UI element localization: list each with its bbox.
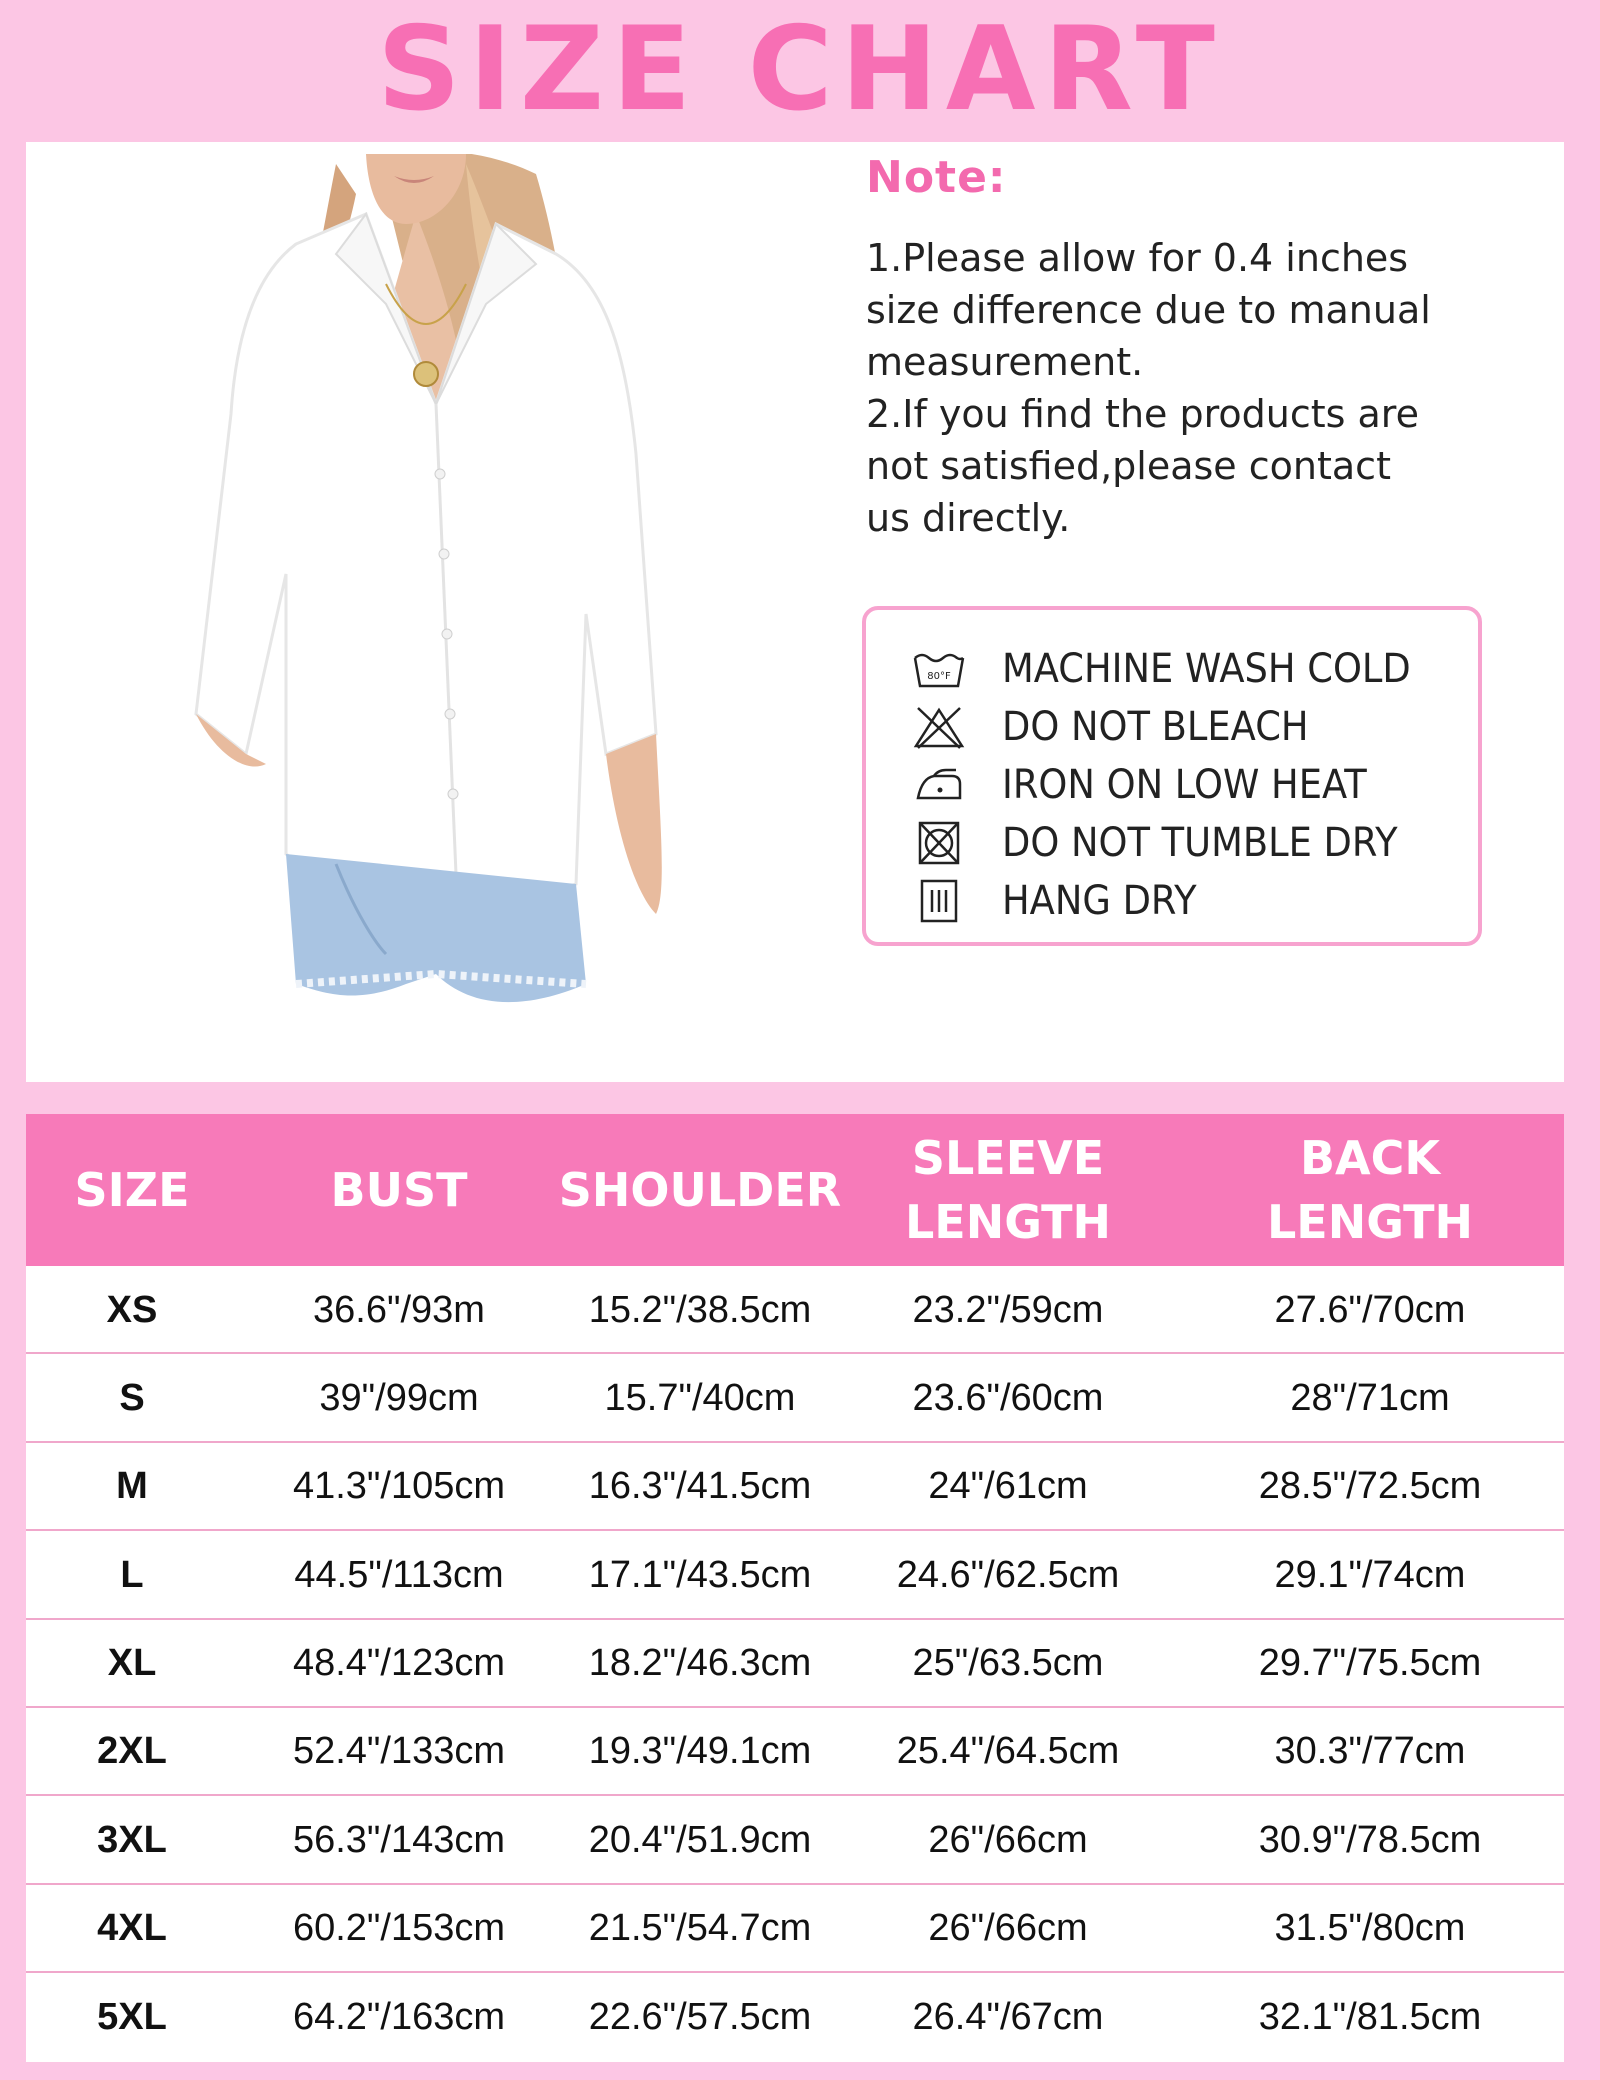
note-line: 2.If you find the products are xyxy=(866,392,1419,436)
cell-shoulder: 15.2"/38.5cm xyxy=(588,1288,812,1331)
column-header-back-length: BACK LENGTH xyxy=(1266,1131,1474,1249)
cell-sleeve-length: 26.4"/67cm xyxy=(912,1995,1104,2038)
cell-size: XL xyxy=(107,1642,157,1685)
table-row xyxy=(26,1443,1564,1531)
table-row xyxy=(26,1531,1564,1619)
cell-back-length: 31.5"/80cm xyxy=(1274,1907,1466,1950)
care-item-wash xyxy=(912,640,1446,698)
cell-shoulder: 22.6"/57.5cm xyxy=(588,1995,812,2038)
cell-sleeve-length: 24"/61cm xyxy=(928,1465,1088,1508)
cell-bust: 39"/99cm xyxy=(319,1376,479,1419)
cell-back-length: 30.3"/77cm xyxy=(1274,1730,1466,1773)
iron-low-icon xyxy=(912,762,966,808)
cell-bust: 60.2"/153cm xyxy=(292,1907,506,1950)
table-row xyxy=(26,1973,1564,2061)
cell-shoulder: 16.3"/41.5cm xyxy=(588,1465,812,1508)
cell-size: 5XL xyxy=(97,1995,167,2038)
cell-sleeve-length: 25.4"/64.5cm xyxy=(896,1730,1120,1773)
cell-shoulder: 18.2"/46.3cm xyxy=(588,1642,812,1685)
cell-shoulder: 21.5"/54.7cm xyxy=(588,1907,812,1950)
table-body xyxy=(26,1266,1564,2062)
cell-bust: 64.2"/163cm xyxy=(292,1995,506,2038)
no-tumble-dry-icon xyxy=(912,820,966,866)
table-row xyxy=(26,1354,1564,1442)
cell-sleeve-length: 23.2"/59cm xyxy=(912,1288,1104,1331)
wash-tub-icon xyxy=(912,646,966,692)
cell-bust: 56.3"/143cm xyxy=(292,1818,506,1861)
no-bleach-icon xyxy=(912,704,966,750)
column-header-shoulder: SHOULDER xyxy=(558,1163,842,1217)
note-line: not satisfied,please contact xyxy=(866,444,1391,488)
cell-size: 4XL xyxy=(97,1907,167,1950)
cell-back-length: 32.1"/81.5cm xyxy=(1258,1995,1482,2038)
care-label: HANG DRY xyxy=(1002,878,1197,924)
cell-back-length: 30.9"/78.5cm xyxy=(1258,1818,1482,1861)
cell-shoulder: 20.4"/51.9cm xyxy=(588,1818,812,1861)
note-line: 1.Please allow for 0.4 inches xyxy=(866,236,1409,280)
table-row xyxy=(26,1620,1564,1708)
cell-sleeve-length: 25"/63.5cm xyxy=(912,1642,1104,1685)
cell-sleeve-length: 26"/66cm xyxy=(928,1907,1088,1950)
wash-temp-label: 80°F xyxy=(927,671,951,682)
cell-back-length: 29.7"/75.5cm xyxy=(1258,1642,1482,1685)
note-heading: Note: xyxy=(866,152,1007,203)
cell-sleeve-length: 26"/66cm xyxy=(928,1818,1088,1861)
care-label: DO NOT BLEACH xyxy=(1002,704,1309,750)
care-item-hang xyxy=(912,872,1214,930)
column-header-bust: BUST xyxy=(330,1163,468,1217)
cell-bust: 52.4"/133cm xyxy=(292,1730,506,1773)
note-text xyxy=(866,232,1516,544)
cell-bust: 48.4"/123cm xyxy=(292,1642,506,1685)
table-header xyxy=(26,1114,1564,1266)
hang-dry-icon xyxy=(912,878,966,924)
care-instructions-box xyxy=(862,606,1482,946)
product-panel xyxy=(26,142,1564,1082)
table-row xyxy=(26,1885,1564,1973)
care-item-iron xyxy=(912,756,1398,814)
size-table xyxy=(26,1114,1564,2062)
column-header-size: SIZE xyxy=(74,1163,190,1217)
care-label: MACHINE WASH COLD xyxy=(1002,646,1411,692)
model-photo xyxy=(136,154,796,1104)
cell-size: M xyxy=(116,1465,148,1508)
cell-back-length: 28.5"/72.5cm xyxy=(1258,1465,1482,1508)
cell-shoulder: 19.3"/49.1cm xyxy=(588,1730,812,1773)
cell-bust: 44.5"/113cm xyxy=(294,1553,504,1596)
note-line: us directly. xyxy=(866,496,1071,540)
cell-shoulder: 15.7"/40cm xyxy=(604,1376,796,1419)
cell-back-length: 29.1"/74cm xyxy=(1274,1553,1466,1596)
note-line: measurement. xyxy=(866,340,1144,384)
cell-shoulder: 17.1"/43.5cm xyxy=(588,1553,812,1596)
care-item-tumble xyxy=(912,814,1432,872)
page-title: SIZE CHART xyxy=(377,2,1223,137)
cell-size: L xyxy=(120,1553,144,1596)
table-row xyxy=(26,1708,1564,1796)
cell-size: S xyxy=(119,1376,145,1419)
cell-sleeve-length: 23.6"/60cm xyxy=(912,1376,1104,1419)
cell-bust: 41.3"/105cm xyxy=(292,1465,506,1508)
table-row xyxy=(26,1796,1564,1884)
column-header-sleeve-length: SLEEVE LENGTH xyxy=(904,1131,1112,1249)
cell-size: 3XL xyxy=(97,1818,167,1861)
cell-back-length: 27.6"/70cm xyxy=(1274,1288,1466,1331)
care-label: IRON ON LOW HEAT xyxy=(1002,762,1367,808)
cell-back-length: 28"/71cm xyxy=(1290,1376,1450,1419)
table-row xyxy=(26,1266,1564,1354)
care-item-bleach xyxy=(912,698,1335,756)
note-line: size difference due to manual xyxy=(866,288,1431,332)
cell-size: XS xyxy=(106,1288,158,1331)
cell-sleeve-length: 24.6"/62.5cm xyxy=(896,1553,1120,1596)
cell-size: 2XL xyxy=(97,1730,167,1773)
care-label: DO NOT TUMBLE DRY xyxy=(1002,820,1398,866)
cell-bust: 36.6"/93m xyxy=(313,1288,485,1331)
